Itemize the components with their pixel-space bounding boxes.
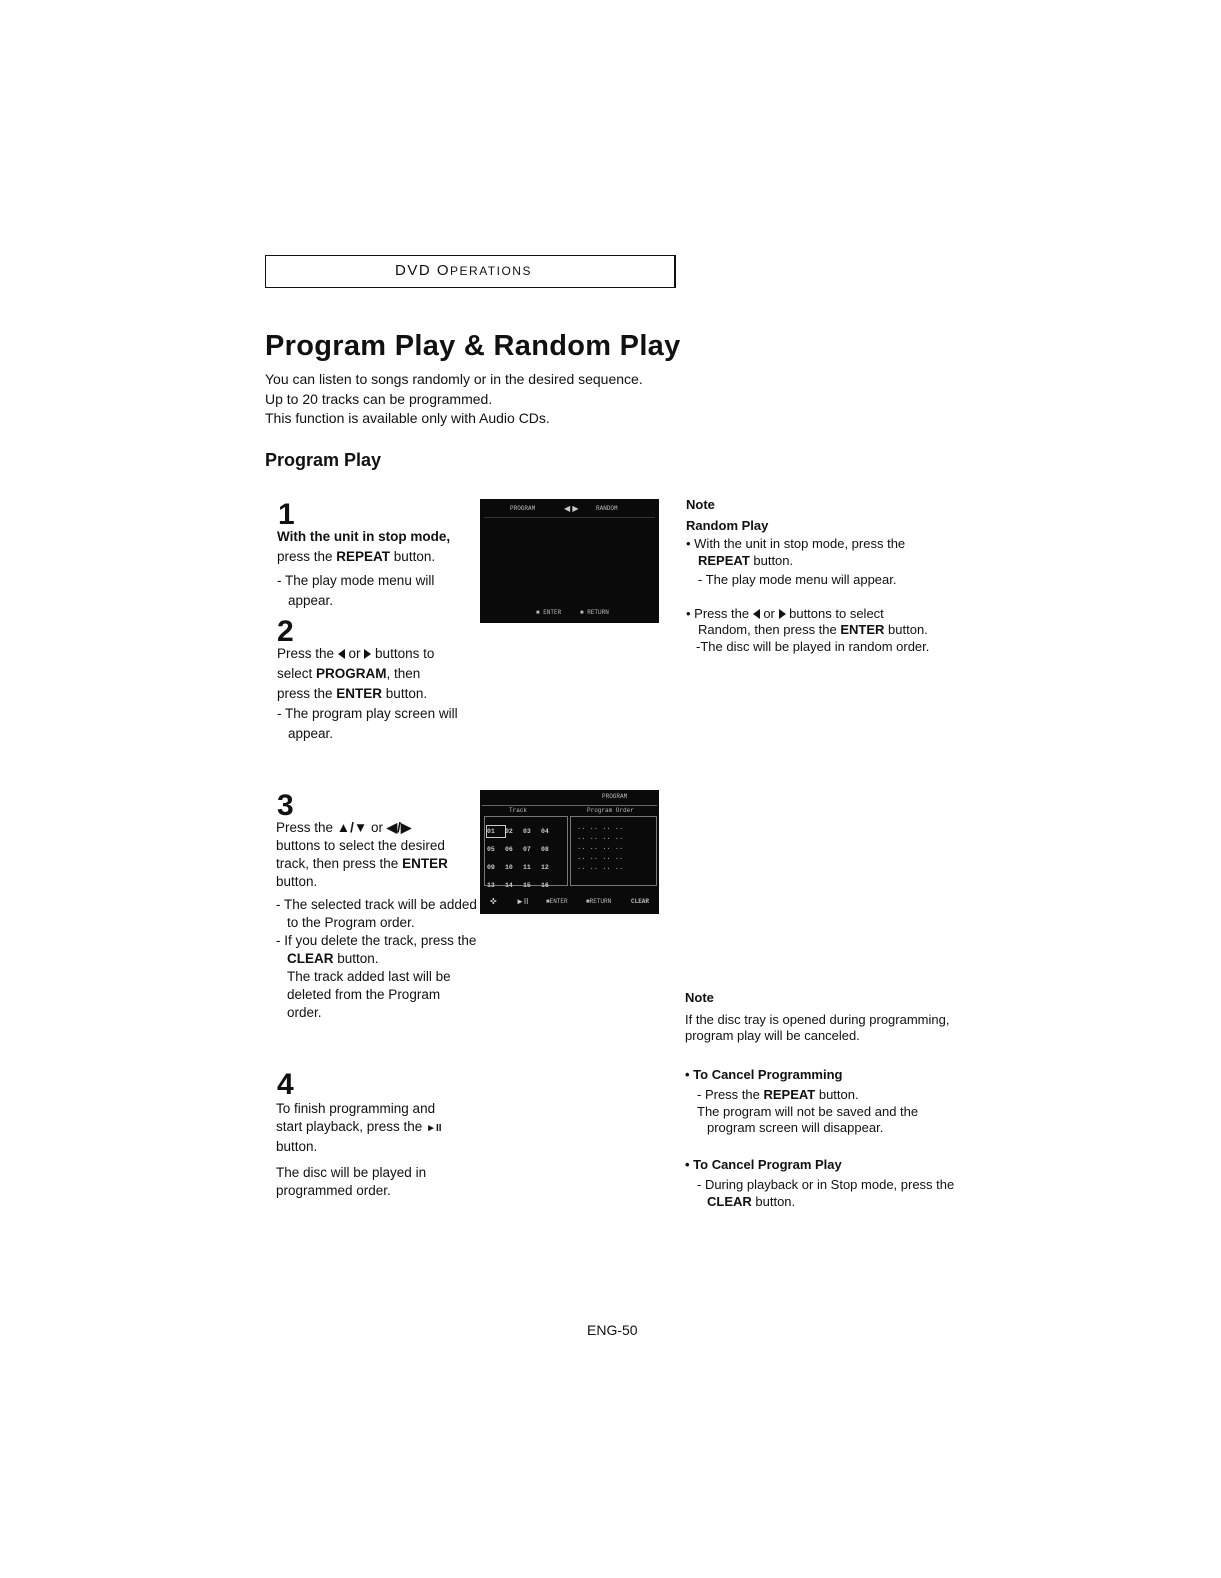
note-subheading: Random Play [686,517,769,533]
cancel-programming-step: - Press the REPEAT button. [697,1087,859,1102]
track-cell: 12 [541,864,549,871]
track-cell: 16 [541,882,549,889]
cancel-programming-label: • To Cancel Programming [685,1066,843,1082]
track-cell: 03 [523,828,531,835]
track-cell: 10 [505,864,513,871]
screen-nav-icon: ✜ [490,897,497,906]
step-1-line: press the REPEAT button. [277,549,436,564]
screen-divider [484,517,655,518]
section-header [265,255,676,288]
note-bullet-sub: - The play mode menu will appear. [698,572,897,587]
screen-program-label: PROGRAM [510,505,536,512]
step-1-bullet: - The play mode menu will appear. [277,573,435,608]
step-3-bullet-cont: The track added last will be deleted from the Program order. [287,969,451,1020]
program-order-panel [570,807,657,886]
program-order-slots: .. .. .. .. .. .. .. .. .. .. .. .. .. .. .. .. .. .. .. .. [577,824,624,872]
note-text: If the disc tray is opened during programming, program play will be canceled. [685,1011,950,1043]
step-3-bullet: - The selected track will be added to the Program order. [276,897,477,930]
play-pause-icon: ►II [516,897,529,906]
note-bullet-line: Random, then press the ENTER button. [698,622,928,637]
screen2-return-label: ■RETURN [586,898,612,905]
screen2-title: PROGRAM [602,793,628,800]
step-4-text [276,1100,476,1200]
intro-text [265,370,643,429]
screen-divider [482,805,657,806]
track-cell: 06 [505,846,513,853]
cancel-programming-sub: The program will not be saved and the program screen will disappear. [697,1103,919,1135]
step-3-line: Press the ▲/▼ or ◀/▶ [276,820,412,835]
page-title: Program Play & Random Play [265,330,681,362]
step-2-line: Press the or buttons to [277,646,435,661]
program-order-label: Program Order [587,807,634,814]
step-3-number: 3 [277,789,294,822]
step-2-line: press the ENTER button. [277,686,428,701]
step-4-line: button. [276,1139,318,1154]
left-arrow-icon [338,649,345,659]
play-mode-screen [480,499,659,623]
track-panel-label: Track [509,807,528,814]
track-cell: 08 [541,846,549,853]
intro-line: You can listen to songs randomly or in the desired sequence. [265,371,643,387]
note-random-play [686,497,976,655]
step-4-number: 4 [277,1068,294,1101]
track-cell: 11 [523,864,531,871]
step-3-line: button. [276,874,318,889]
track-cell: 02 [505,828,513,835]
page-number: ENG-50 [587,1322,638,1338]
track-panel [484,807,568,889]
step-1-number: 1 [278,498,295,531]
note-bullet-sub: -The disc will be played in random order. [696,638,930,654]
step-2-number: 2 [277,615,294,648]
left-arrow-icon [753,609,760,619]
intro-line: Up to 20 tracks can be programmed. [265,390,493,407]
screen-random-label: RANDOM [596,505,618,512]
track-cell: 15 [523,882,531,889]
section-subtitle: Program Play [265,450,382,470]
step-2-text [277,644,477,744]
track-cell: 01 [487,826,505,837]
step-4-paragraph: The disc will be played in programmed order. [276,1165,427,1198]
screen2-clear-label: CLEAR [631,898,650,905]
cancel-program-play-step: - During playback or in Stop mode, press the CLEAR button. [697,1177,955,1209]
intro-line: This function is available only with Audio CDs. [265,410,550,426]
track-cell: 09 [487,864,495,871]
screen-return-label: ■ RETURN [580,609,609,616]
track-cell: 04 [541,828,549,835]
cancel-program-play-label: • To Cancel Program Play [685,1156,842,1172]
step-1-line: With the unit in stop mode, [277,529,451,544]
step-3-text [276,819,476,1022]
screen-enter-label: ■ ENTER [536,609,562,616]
track-cell: 07 [523,846,531,853]
step-3-bullet: - If you delete the track, press the CLEAR button. [276,933,477,966]
screen-arrows-icon: ◀ ▶ [564,504,579,513]
note-heading: Note [686,497,715,512]
section-header-label: DVD OPERATIONS [395,262,532,279]
step-2-line: select PROGRAM, then [277,666,421,681]
track-cell: 05 [487,846,495,853]
screen2-enter-label: ■ENTER [546,898,568,905]
right-arrow-icon [779,609,786,619]
step-3-line: track, then press the ENTER [276,856,448,871]
step-3-line: buttons to select the desired [276,838,445,853]
track-grid [487,820,565,892]
step-4-line: start playback, press the ►II [276,1119,442,1134]
track-cell: 13 [487,882,495,889]
step-1-text [277,527,477,611]
note-bullet: • With the unit in stop mode, press the REPEAT button. [686,536,906,568]
program-screen [480,790,659,914]
note-bullet: • Press the or buttons to select [686,605,884,621]
note-program-play [685,990,985,1210]
track-cell: 14 [505,882,513,889]
note-heading: Note [685,990,714,1005]
step-4-line: To finish programming and [276,1101,436,1116]
step-2-bullet: - The program play screen will appear. [277,706,458,741]
